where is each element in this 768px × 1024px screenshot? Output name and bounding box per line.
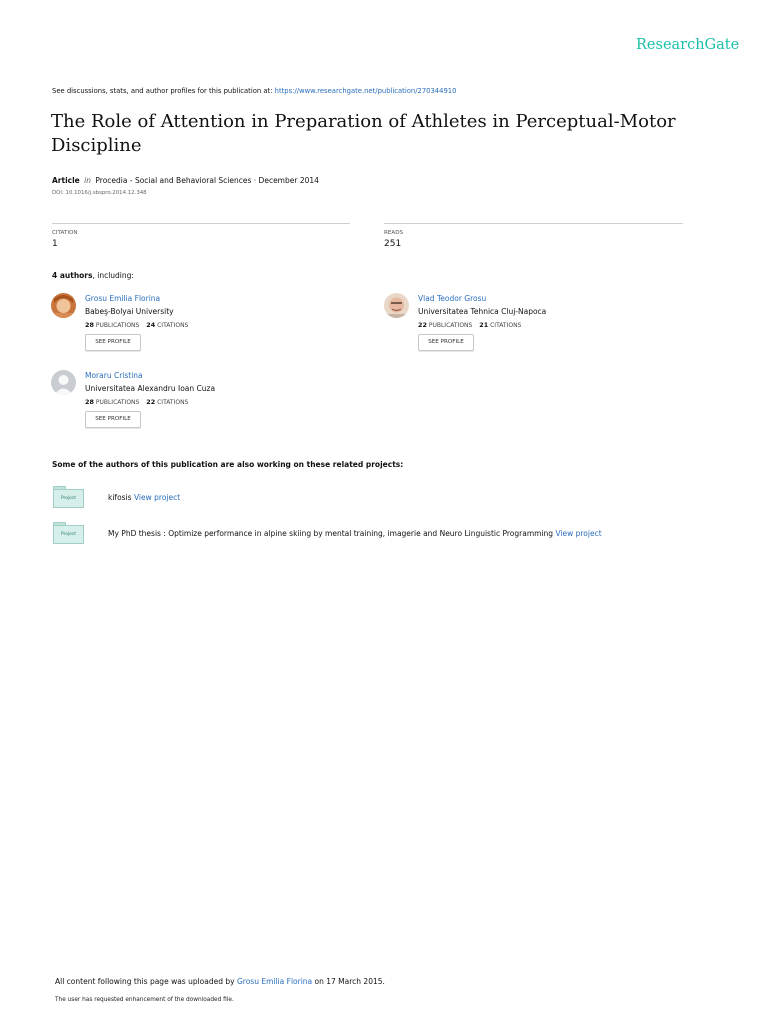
author-name[interactable]: Moraru Cristina bbox=[85, 371, 143, 380]
author-name[interactable]: Grosu Emilia Florina bbox=[85, 294, 161, 303]
authors-suffix: , including: bbox=[92, 271, 134, 280]
author-name[interactable]: Vlad Teodor Grosu bbox=[418, 294, 487, 303]
see-profile-button[interactable]: SEE PROFILE bbox=[85, 334, 141, 351]
citations-label: CITATIONS bbox=[157, 399, 189, 406]
stats-divider-right bbox=[384, 223, 683, 224]
see-profile-button[interactable]: SEE PROFILE bbox=[418, 334, 474, 351]
project-folder-label: Project bbox=[60, 496, 77, 501]
publications-count: 28 bbox=[85, 321, 94, 329]
project-folder-icon bbox=[53, 522, 84, 544]
project-item bbox=[52, 522, 692, 544]
author-stats bbox=[418, 321, 521, 329]
enhancement-note: The user has requested enhancement of the downloaded file. bbox=[55, 997, 234, 1003]
in-word: in bbox=[84, 176, 91, 185]
researchgate-logo[interactable]: ResearchGate bbox=[636, 37, 740, 53]
uploader-link[interactable]: Grosu Emilia Florina bbox=[236, 977, 313, 986]
author-card bbox=[384, 293, 684, 357]
authors-heading bbox=[52, 271, 134, 280]
citations-count: 21 bbox=[479, 321, 489, 329]
discussion-prefix: See discussions, stats, and author profiles for this publication at: bbox=[52, 87, 275, 95]
project-folder-label: Project bbox=[60, 532, 77, 537]
publications-label: PUBLICATIONS bbox=[95, 399, 140, 406]
publications-count: 28 bbox=[85, 398, 94, 406]
citations-label: CITATIONS bbox=[490, 322, 522, 329]
author-institution: Babeş-Bolyai University bbox=[85, 307, 174, 316]
upload-suffix: on 17 March 2015. bbox=[312, 977, 385, 986]
author-stats bbox=[85, 398, 188, 406]
project-text bbox=[108, 529, 602, 538]
stats-divider-left bbox=[52, 223, 350, 224]
journal-date[interactable]: Procedia - Social and Behavioral Sciences · December 2014 bbox=[95, 176, 319, 185]
publications-count: 22 bbox=[418, 321, 427, 329]
article-type: Article bbox=[52, 176, 80, 185]
citations-count: 22 bbox=[146, 398, 156, 406]
project-text bbox=[108, 493, 180, 502]
author-institution: Universitatea Tehnica Cluj-Napoca bbox=[418, 307, 547, 316]
publication-url-link[interactable]: https://www.researchgate.net/publication/270344910 bbox=[274, 87, 457, 95]
reads-count[interactable]: 251 bbox=[384, 239, 402, 249]
publications-label: PUBLICATIONS bbox=[428, 322, 473, 329]
avatar[interactable] bbox=[51, 293, 76, 318]
discussion-line bbox=[52, 87, 456, 95]
upload-info bbox=[55, 977, 385, 986]
citation-count[interactable]: 1 bbox=[52, 239, 58, 249]
project-item bbox=[52, 486, 692, 508]
author-card bbox=[51, 293, 351, 357]
avatar[interactable] bbox=[51, 370, 76, 395]
doi-text[interactable]: DOI: 10.1016/j.sbspro.2014.12.348 bbox=[52, 190, 147, 196]
authors-count: 4 authors bbox=[52, 271, 93, 280]
citation-label: CITATION bbox=[52, 230, 78, 236]
see-profile-button[interactable]: SEE PROFILE bbox=[85, 411, 141, 428]
view-project-link[interactable]: View project bbox=[555, 529, 602, 538]
view-project-link[interactable]: View project bbox=[133, 493, 181, 502]
citations-label: CITATIONS bbox=[157, 322, 189, 329]
paper-title: The Role of Attention in Preparation of Athletes in Perceptual-Motor Discipline bbox=[51, 111, 676, 156]
author-card bbox=[51, 370, 351, 434]
upload-prefix: All content following this page was uploaded by bbox=[55, 977, 237, 986]
paper-meta bbox=[52, 176, 319, 185]
avatar[interactable] bbox=[384, 293, 409, 318]
citations-count: 24 bbox=[146, 321, 156, 329]
project-title: My PhD thesis : Optimize performance in alpine skiing by mental training, imagerie and Neuro Linguistic Programming bbox=[108, 529, 556, 538]
reads-label: READS bbox=[384, 230, 404, 236]
related-projects-heading: Some of the authors of this publication are also working on these related projects: bbox=[52, 460, 404, 469]
author-institution: Universitatea Alexandru Ioan Cuza bbox=[85, 384, 216, 393]
publications-label: PUBLICATIONS bbox=[95, 322, 140, 329]
project-title: kifosis bbox=[108, 493, 134, 502]
author-stats bbox=[85, 321, 188, 329]
project-folder-icon bbox=[53, 486, 84, 508]
